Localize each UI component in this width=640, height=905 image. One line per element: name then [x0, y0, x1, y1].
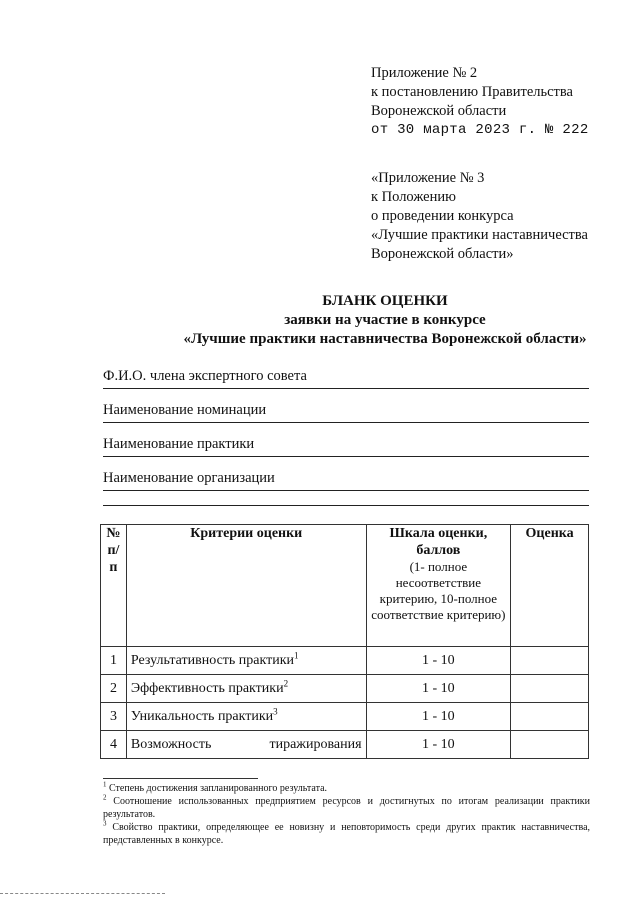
row-criterion-text: Результативность практики	[130, 652, 295, 668]
row-criterion-justified	[131, 737, 366, 753]
organization-name-field[interactable]	[103, 468, 589, 491]
table-row	[101, 731, 589, 759]
row-number: 4	[101, 731, 127, 759]
row-criterion-word-1: Возможность	[130, 736, 212, 752]
nomination-field[interactable]	[103, 400, 589, 423]
footnote-text: Степень достижения запланированного результата.	[109, 783, 328, 794]
header-scale-title: Шкала оценки, баллов	[389, 526, 488, 558]
organization-extra-line[interactable]	[103, 505, 589, 506]
appendix-3-line-3: о проведении конкурса	[371, 208, 514, 224]
header-scale	[366, 525, 511, 647]
form-title-line-1: БЛАНК ОЦЕНКИ	[322, 293, 448, 309]
organization-name-label: Наименование организации	[103, 470, 275, 486]
appendix-3-line-2: к Положению	[371, 189, 456, 205]
nomination-label: Наименование номинации	[103, 402, 267, 418]
row-number: 3	[101, 703, 127, 731]
row-number: 1	[101, 647, 127, 675]
footnote-ref: 3	[273, 705, 278, 716]
criteria-table	[100, 524, 589, 759]
header-number: № п/ п	[101, 525, 127, 647]
practice-name-label: Наименование практики	[103, 436, 255, 452]
expert-name-field[interactable]	[103, 366, 589, 389]
footnote	[103, 821, 590, 847]
footnote-separator	[103, 778, 258, 779]
footnote-mark: 1	[103, 780, 107, 789]
row-criterion	[126, 647, 366, 675]
row-scale: 1 - 10	[366, 731, 511, 759]
row-score-cell[interactable]	[511, 731, 589, 759]
row-scale: 1 - 10	[366, 703, 511, 731]
row-criterion	[126, 703, 366, 731]
form-title-line-3: «Лучшие практики наставничества Воронежской области»	[183, 331, 587, 347]
row-number: 2	[101, 675, 127, 703]
row-criterion-word-2: тиражирования	[269, 736, 362, 752]
expert-name-label: Ф.И.О. члена экспертного совета	[103, 368, 307, 384]
footnote	[103, 782, 590, 795]
appendix-2-date: от 30 марта 2023 г. № 222	[371, 122, 589, 138]
form-title	[0, 292, 640, 349]
page-bottom-rule	[0, 893, 165, 894]
table-row	[101, 703, 589, 731]
header-score: Оценка	[511, 525, 589, 647]
appendix-3-block	[371, 169, 588, 264]
header-scale-note: (1- полное несоответствие критерию, 10-полное соответствие критерию)	[371, 559, 506, 622]
header-criteria: Критерии оценки	[126, 525, 366, 647]
footnote-mark: 2	[103, 793, 107, 802]
form-title-line-2: заявки на участие в конкурсе	[284, 312, 486, 328]
table-row	[101, 647, 589, 675]
footnote-mark: 3	[103, 819, 107, 828]
row-score-cell[interactable]	[511, 675, 589, 703]
footnote-text: Соотношение использованных предприятием ресурсов и достигнутых по итогам реализации практики результатов.	[103, 796, 591, 820]
row-criterion-text: Уникальность практики	[130, 708, 274, 724]
row-scale: 1 - 10	[366, 647, 511, 675]
appendix-3-line-5: Воронежской области»	[371, 246, 514, 262]
row-criterion	[126, 675, 366, 703]
table-row	[101, 675, 589, 703]
row-criterion-text: Эффективность практики	[130, 680, 284, 696]
row-score-cell[interactable]	[511, 703, 589, 731]
appendix-3-line-4: «Лучшие практики наставничества	[371, 227, 588, 243]
footnotes	[103, 782, 590, 847]
footnote-ref: 2	[283, 677, 289, 688]
appendix-2-block	[371, 64, 589, 140]
row-score-cell[interactable]	[511, 647, 589, 675]
footnote-text: Свойство практики, определяющее ее новизну и неповторимость среди других практик наставничества, представленных в конкурсе.	[103, 822, 591, 846]
practice-name-field[interactable]	[103, 434, 589, 457]
row-criterion	[126, 731, 366, 759]
footnote-ref: 1	[294, 649, 299, 660]
footnote	[103, 795, 590, 821]
appendix-2-line-2: к постановлению Правительства	[371, 84, 573, 100]
appendix-3-line-1: «Приложение № 3	[371, 170, 485, 186]
appendix-2-line-1: Приложение № 2	[371, 65, 478, 81]
table-header-row	[101, 525, 589, 647]
appendix-2-line-3: Воронежской области	[371, 103, 507, 119]
row-scale: 1 - 10	[366, 675, 511, 703]
